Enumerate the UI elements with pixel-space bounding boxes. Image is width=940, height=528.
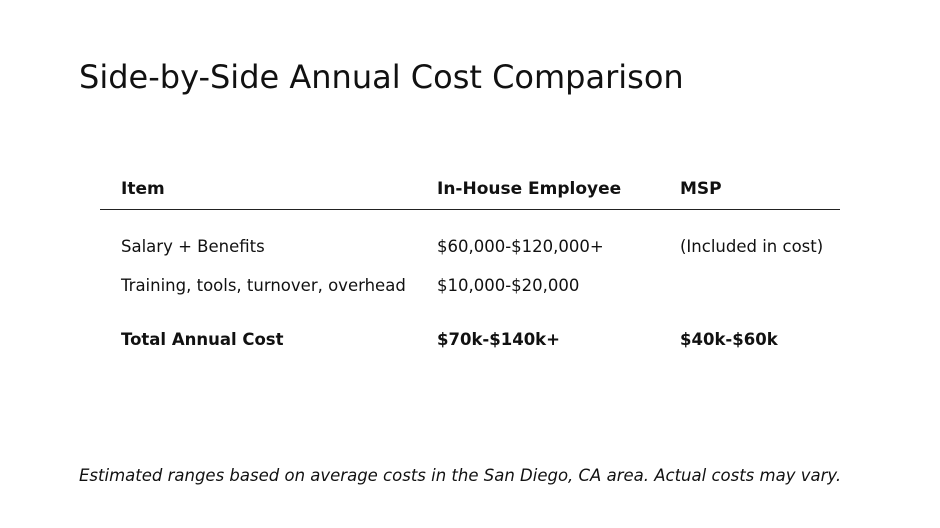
total-label: Total Annual Cost	[121, 330, 284, 349]
table-cell-item: Salary + Benefits	[121, 237, 265, 256]
table-total-row	[100, 321, 840, 359]
column-header-in-house: In-House Employee	[437, 179, 622, 199]
total-in-house: $70k-$140k+	[437, 330, 560, 349]
table-cell-in-house: $60,000-$120,000+	[437, 237, 604, 256]
table-row	[100, 267, 840, 305]
table-cell-msp: (Included in cost)	[680, 237, 824, 256]
cost-comparison-table	[100, 172, 840, 359]
footnote: Estimated ranges based on average costs in the San Diego, CA area. Actual costs may vary.	[79, 466, 842, 485]
total-msp: $40k-$60k	[680, 330, 778, 349]
column-header-item: Item	[121, 179, 165, 199]
column-header-msp: MSP	[680, 179, 722, 199]
table-row	[100, 228, 840, 266]
page-title: Side-by-Side Annual Cost Comparison	[79, 58, 684, 96]
table-header-row	[100, 172, 840, 210]
table-cell-item: Training, tools, turnover, overhead	[121, 276, 406, 295]
table-cell-in-house: $10,000-$20,000	[437, 276, 580, 295]
